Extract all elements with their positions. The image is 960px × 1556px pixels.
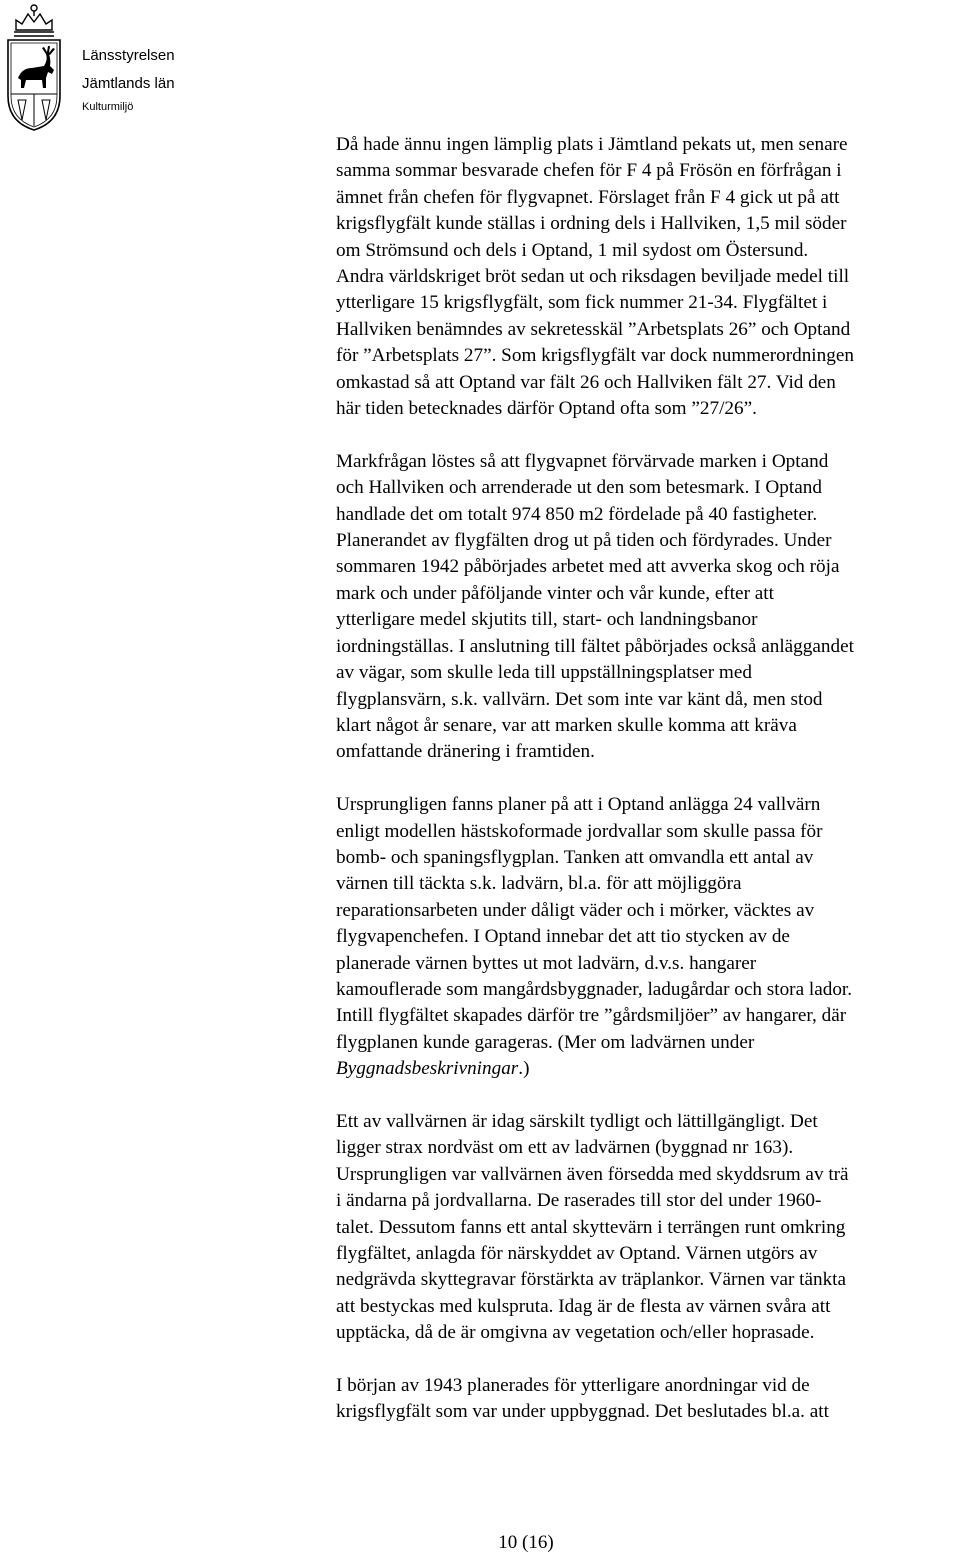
text-line: omfattande dränering i framtiden.: [336, 741, 595, 763]
county-coat-of-arms-icon: [2, 0, 66, 132]
text-line: talet. Dessutom fanns ett antal skyttevärn i terrängen runt omkring: [336, 1216, 846, 1238]
text-line: ämnet från chefen för flygvapnet. Förslaget från F 4 gick ut på att: [336, 186, 840, 208]
paragraph: [336, 792, 958, 1082]
text-line: flygfältet, anlagda för närskyddet av Optand. Värnen utgörs av: [336, 1243, 818, 1265]
paragraph: [336, 132, 958, 422]
page-footer: [0, 1532, 960, 1554]
org-county: Jämtlands län: [82, 75, 175, 92]
org-name: Länsstyrelsen: [82, 47, 175, 64]
text-line: Då hade ännu ingen lämplig plats i Jämtland pekats ut, men senare: [336, 134, 848, 155]
text-line: Markfrågan löstes så att flygvapnet förvärvade marken i Optand: [336, 450, 829, 472]
text-line: ligger strax nordväst om ett av ladvärnen (byggnad nr 163).: [336, 1137, 794, 1159]
text-line: planerade värnen byttes ut mot ladvärn, d.v.s. hangarer: [336, 952, 757, 974]
paragraph: [336, 449, 958, 766]
text-line: kamouflerade som mangårdsbyggnader, ladugårdar och stora lador.: [336, 978, 853, 1000]
page-header: [2, 0, 202, 132]
text-line: klart något år senare, var att marken skulle komma att kräva: [336, 714, 797, 736]
text-line: bomb- och spaningsflygplan. Tanken att omvandla ett antal av: [336, 846, 814, 868]
text-line: handlade det om totalt 974 850 m2 fördelade på 40 fastigheter.: [336, 503, 818, 525]
text-line: iordningställas. I anslutning till fältet påbörjades också anläggandet: [336, 635, 854, 657]
text-line: Intill flygfältet skapades därför tre ”gårdsmiljöer” av hangarer, där: [336, 1005, 847, 1027]
org-department: Kulturmiljö: [82, 101, 134, 113]
paragraph: [336, 1109, 958, 1347]
text-line: och Hallviken och arrenderade ut den som betesmark. I Optand: [336, 477, 822, 499]
section-reference: Byggnadsbeskrivningar: [336, 1058, 519, 1080]
text-line: flygplanen kunde garageras. (Mer om ladvärnen under: [336, 1031, 755, 1053]
text-line: samma sommar besvarade chefen för F 4 på Frösön en förfrågan i: [336, 160, 842, 182]
text-line: Ursprungligen var vallvärnen även försedda med skyddsrum av trä: [336, 1163, 849, 1185]
text-line: krigsflygfält kunde ställas i ordning dels i Hallviken, 1,5 mil söder: [336, 213, 847, 235]
text-line: Planerandet av flygfälten drog ut på tiden och fördyrades. Under: [336, 530, 832, 552]
text-line: flygvapenchefen. I Optand innebar det att tio stycken av de: [336, 926, 790, 948]
text-line: Ursprungligen fanns planer på att i Optand anlägga 24 vallvärn: [336, 794, 821, 816]
text-line: Ett av vallvärnen är idag särskilt tydligt och lättillgängligt. Det: [336, 1110, 818, 1132]
text-line: I början av 1943 planerades för ytterligare anordningar vid de: [336, 1375, 810, 1397]
text-line: flygplansvärn, s.k. vallvärn. Det som inte var känt då, men stod: [336, 688, 823, 710]
text-line: Hallviken benämndes av sekretesskäl ”Arbetsplats 26” och Optand: [336, 318, 851, 340]
text-line: omkastad så att Optand var fält 26 och Hallviken fält 27. Vid den: [336, 371, 836, 393]
text-fragment: .): [518, 1058, 530, 1080]
text-line: ytterligare medel skjutits till, start- och landningsbanor: [336, 609, 758, 631]
paragraph: [336, 1373, 958, 1426]
text-line: sommaren 1942 påbörjades arbetet med att avverka skog och röja: [336, 556, 840, 578]
text-line: ytterligare 15 krigsflygfält, som fick nummer 21-34. Flygfältet i: [336, 292, 828, 314]
text-line: här tiden betecknades därför Optand ofta som ”27/26”.: [336, 398, 757, 420]
page-number: 10 (16): [498, 1532, 554, 1553]
text-line: nedgrävda skyttegravar förstärkta av träplankor. Värnen var tänkta: [336, 1269, 847, 1291]
text-line: mark och under påföljande vinter och vår kunde, efter att: [336, 582, 774, 604]
text-line: i ändarna på jordvallarna. De raserades till stor del under 1960-: [336, 1190, 822, 1212]
text-line: upptäcka, då de är omgivna av vegetation och/eller hoprasade.: [336, 1322, 815, 1344]
document-body: [336, 132, 958, 1452]
text-line: [336, 1056, 958, 1082]
text-line: reparationsarbeten under dåligt väder och i mörker, väcktes av: [336, 899, 815, 921]
text-line: värnen till täckta s.k. ladvärn, bl.a. för att möjliggöra: [336, 873, 742, 895]
text-line: Andra världskriget bröt sedan ut och riksdagen beviljade medel till: [336, 266, 850, 288]
text-line: om Strömsund och dels i Optand, 1 mil sydost om Östersund.: [336, 239, 809, 261]
text-line: av vägar, som skulle leda till uppställningsplatser med: [336, 662, 752, 684]
text-line: att bestyckas med kulspruta. Idag är de flesta av värnen svåra att: [336, 1295, 831, 1317]
text-line: för ”Arbetsplats 27”. Som krigsflygfält var dock nummerordningen: [336, 345, 854, 367]
text-line: krigsflygfält som var under uppbyggnad. Det beslutades bl.a. att: [336, 1401, 829, 1423]
text-line: enligt modellen hästskoformade jordvallar som skulle passa för: [336, 820, 823, 842]
